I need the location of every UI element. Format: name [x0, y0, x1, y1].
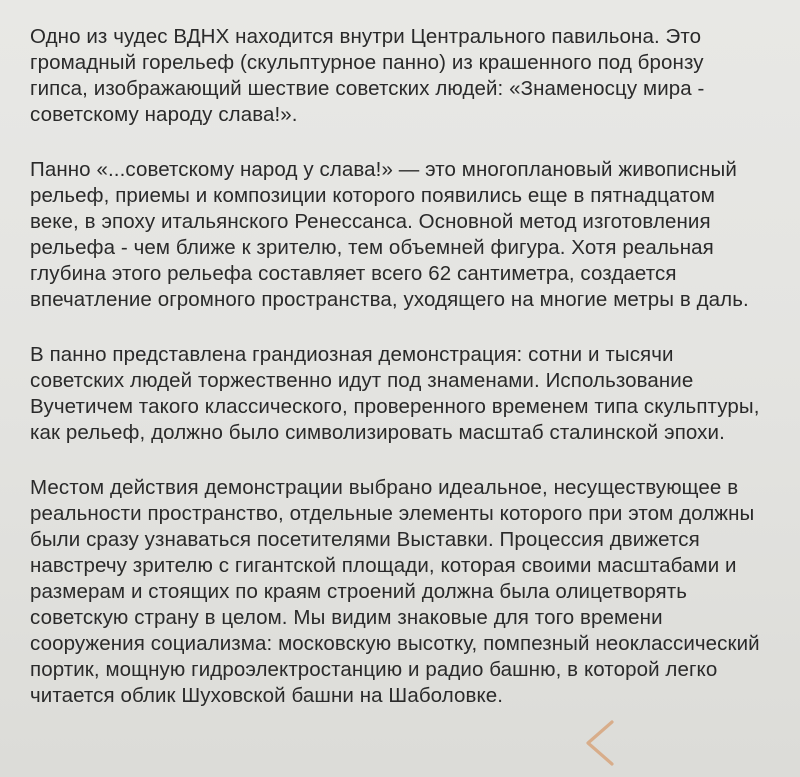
back-button[interactable]: [582, 718, 622, 768]
paragraph-demonstration: В панно представлена грандиозная демонстрация: сотни и тысячи советских людей торжественно идут под знаменами. Использование Вучетичем такого классического, проверенного временем типа скульптуры, как рельеф, должно было символизировать масштаб сталинской эпохи.: [30, 343, 760, 444]
paragraph-relief-technique: Панно «...советскому народ у слава!» — это многоплановый живописный рельеф, приемы и композиции которого появились еще в пятнадцатом веке, в эпоху итальянского Ренессанса. Основной метод изготовления рельефа - чем ближе к зрителю, тем объемней фигура. Хотя реальная глубина этого рельефа составляет всего 62 сантиметра, создается впечатление огромного пространства, уходящего на многие метры в даль.: [30, 158, 749, 311]
paragraph-setting: Местом действия демонстрации выбрано идеальное, несуществующее в реальности пространство, отдельные элементы которого при этом должны были сразу узнаваться посетителями Выставки. Процессия движется навстречу зрителю с гигантской площади, которая своими масштабами и размерам и стоящих по краям строений должна была олицетворять советскую страну в целом. Мы видим знаковые для того времени сооружения социализма: московскую высотку, помпезный неоклассический портик, мощную гидроэлектростанцию и радио башню, в которой легко читается облик Шуховской башни на Шаболовке.: [30, 476, 760, 707]
paragraph-intro: Одно из чудес ВДНХ находится внутри Центрального павильона. Это громадный горельеф (скульптурное панно) из крашенного под бронзу гипса, изображающий шествие советских людей: «Знаменосцу мира - советскому народу слава!».: [30, 25, 705, 126]
article-text: [30, 24, 764, 709]
chevron-left-icon: [582, 718, 622, 768]
